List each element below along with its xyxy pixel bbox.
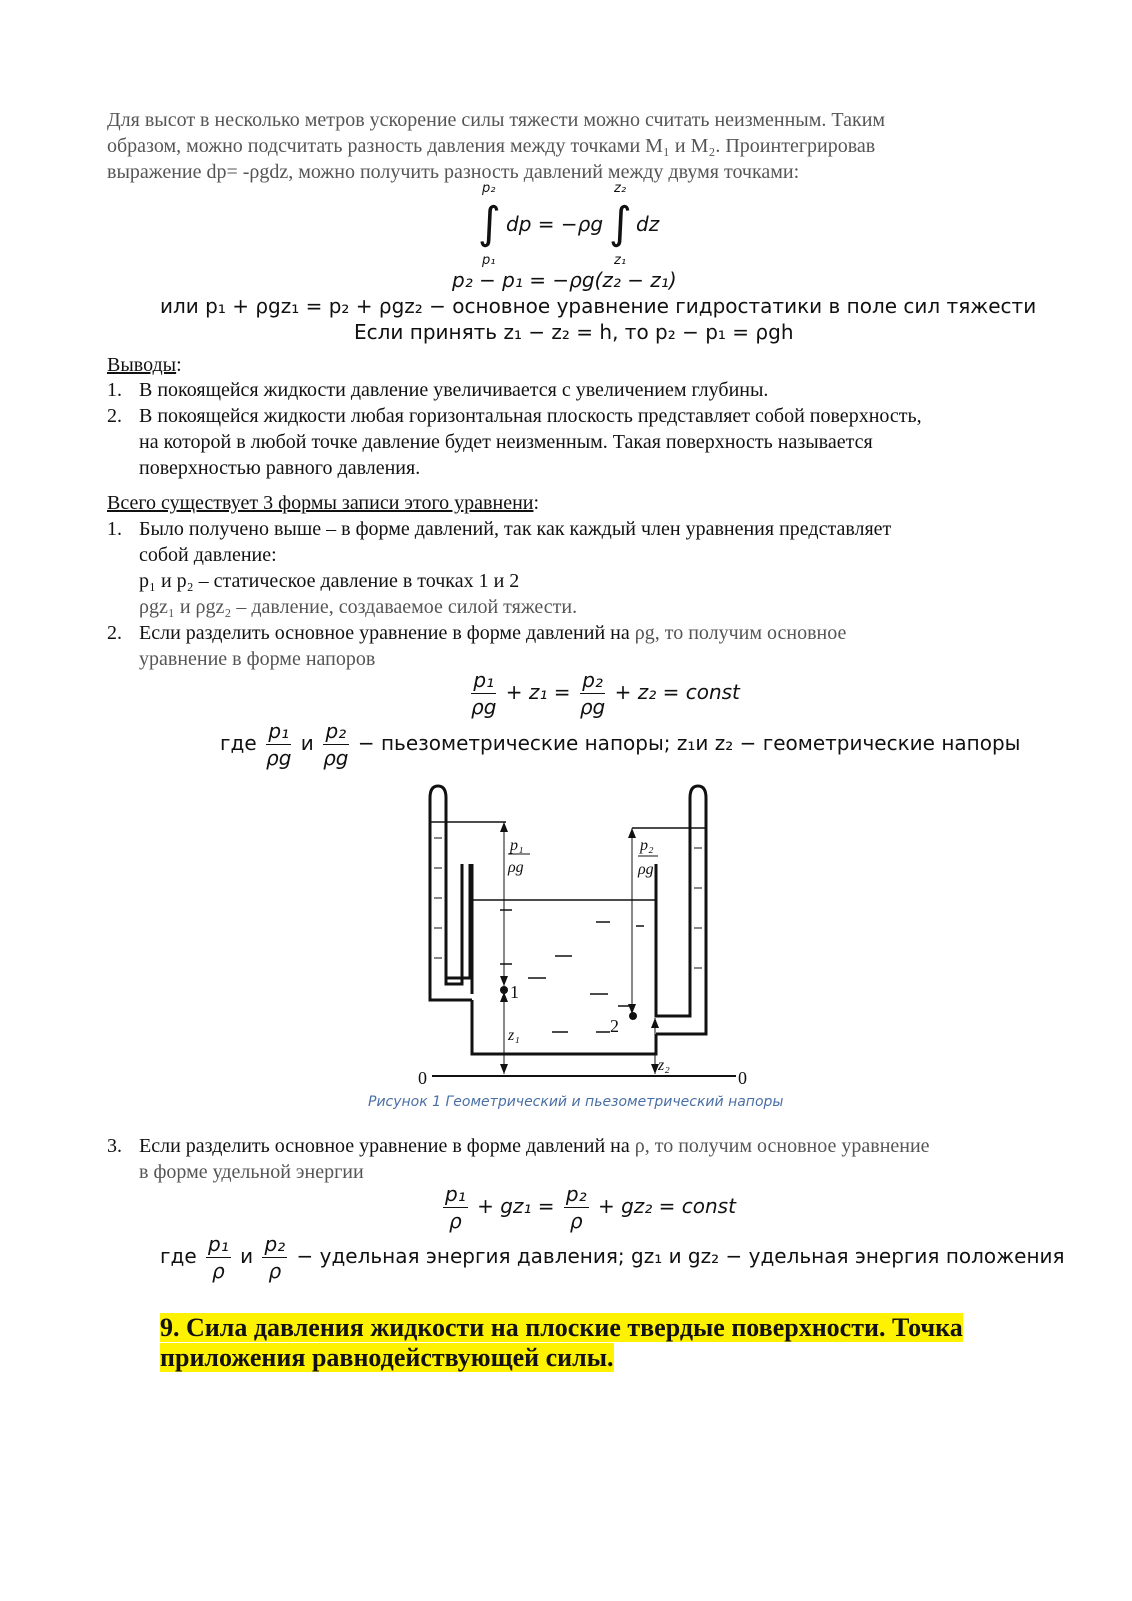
conclusion-num-2: 2. — [107, 405, 122, 427]
integral-sign-1: ∫ — [478, 198, 501, 249]
integral-left-text: dp = −ρg — [506, 212, 604, 236]
intro-line-3: выражение dp= -ρgdz, можно получить разность давлений между двумя точками: — [107, 161, 800, 183]
head-where-tail: − пьезометрические напоры; z₁и z₂ − геометрические напоры — [357, 731, 1021, 755]
difference-equation: p₂ − p₁ = −ρg(z₂ − z₁) — [452, 268, 677, 292]
energy-equation — [440, 1181, 736, 1234]
energy-where-num-1: p₁ — [208, 1232, 229, 1256]
head-eq-den-1: ρg — [471, 695, 497, 719]
form-1-line-1: Было получено выше – в форме давлений, так как каждый член уравнения представляет — [139, 518, 892, 540]
forms-title: Всего существует 3 формы записи этого уравнени — [107, 492, 534, 514]
energy-eq-den-2: ρ — [569, 1209, 583, 1233]
piezometer-figure — [400, 778, 760, 1090]
fig-zero-left: 0 — [418, 1068, 427, 1088]
integral-sign-2: ∫ — [609, 198, 632, 249]
energy-where-num-2: p₂ — [264, 1232, 286, 1256]
conclusions-colon: : — [176, 354, 182, 376]
intro-line-2: образом, можно подсчитать разность давления между точками М₁ и М₂. Проинтегрировав — [107, 135, 876, 157]
form-1-line-4: ρgz₁ и ρgz₂ – давление, создаваемое силой тяжести. — [139, 596, 578, 618]
integral-upper-2: z₂ — [614, 181, 627, 196]
head-eq-num-1: p₁ — [471, 667, 496, 694]
form-3-line-1b: ρ, то получим основное уравнение — [634, 1135, 930, 1157]
energy-where-den-2: ρ — [268, 1259, 282, 1283]
fig-label-rg1: ρg — [508, 859, 524, 876]
form-2-line-1a: Если разделить основное уравнение в форме давлений на — [139, 622, 635, 644]
conclusions-title-line — [107, 352, 182, 378]
conclusion-1-line-1: В покоящейся жидкости давление увеличивается с увеличением глубины. — [139, 379, 769, 401]
head-where-num-2: p₂ — [323, 718, 348, 745]
energy-eq-num-1: p₁ — [445, 1182, 466, 1206]
energy-where-den-1: ρ — [212, 1259, 225, 1283]
conclusion-2-line-2: на которой в любой точке давление будет неизменным. Такая поверхность называется — [139, 431, 873, 453]
form-3-line-2: в форме удельной энергии — [139, 1161, 364, 1183]
form-num-1: 1. — [107, 518, 122, 540]
form-num-2: 2. — [107, 622, 122, 644]
head-eq-mid: + z₁ = — [505, 680, 571, 704]
form-num-3: 3. — [107, 1135, 122, 1157]
form-2-line-1b: ρg, то получим основное — [634, 622, 847, 644]
form-1-line-2: собой давление: — [139, 544, 277, 566]
conclusion-num-1: 1. — [107, 379, 122, 401]
figure-caption: Рисунок 1 Геометрический и пьезометрический напоры — [368, 1094, 784, 1110]
head-where-num-1: p₁ — [266, 718, 291, 745]
section-heading — [160, 1313, 972, 1373]
form-1-line-3: p₁ и p₂ – статическое давление в точках 1 и 2 — [139, 570, 520, 592]
intro-line-1: Для высот в несколько метров ускорение силы тяжести можно считать неизменным. Таким — [107, 109, 886, 131]
head-equation — [468, 667, 740, 720]
energy-eq-den-1: ρ — [449, 1209, 462, 1233]
fig-label-p2: p₂ — [640, 837, 654, 854]
energy-eq-tail: + gz₂ = const — [597, 1194, 736, 1218]
energy-eq-num-2: p₂ — [565, 1182, 587, 1206]
forms-title-line — [107, 490, 539, 516]
head-where-den-1: ρg — [266, 746, 292, 770]
head-where-pre: где — [220, 731, 257, 755]
head-eq-tail: + z₂ = const — [614, 680, 740, 704]
head-eq-den-2: ρg — [579, 695, 606, 719]
conclusion-2-line-1: В покоящейся жидкости любая горизонтальная плоскость представляет собой поверхность, — [139, 405, 922, 427]
energy-where-and: и — [240, 1244, 254, 1268]
head-eq-num-2: p₂ — [580, 667, 605, 694]
energy-where-pre: где — [160, 1244, 197, 1268]
energy-where-tail: − удельная энергия давления; gz₁ и gz₂ − удельная энергия положения — [296, 1244, 1065, 1268]
integral-lower-2: z₁ — [614, 253, 627, 268]
section-heading-text: 9. Сила давления жидкости на плоские твердые поверхности. Точка приложения равнодействующей силы. — [160, 1313, 963, 1372]
form-3-line-1a: Если разделить основное уравнение в форме давлений на — [139, 1135, 635, 1157]
integral-right-text: dz — [636, 212, 660, 236]
integral-upper-1: p₂ — [482, 181, 496, 196]
form-3-line-1 — [139, 1133, 930, 1159]
form-2-line-1 — [139, 620, 846, 646]
fig-point-2: 2 — [610, 1016, 619, 1036]
fig-label-rg2: ρg — [638, 861, 654, 878]
form-2-line-2: уравнение в форме напоров — [139, 648, 376, 670]
fig-zero-right: 0 — [738, 1068, 747, 1088]
energy-eq-mid: + gz₁ = — [477, 1194, 555, 1218]
integral-lower-1: p₁ — [482, 253, 496, 268]
conclusion-2-line-3: поверхностью равного давления. — [139, 457, 421, 479]
head-where-den-2: ρg — [323, 746, 349, 770]
forms-colon: : — [533, 492, 540, 514]
head-where-and: и — [300, 731, 314, 755]
head-where — [220, 718, 1020, 771]
fig-z2: z₂ — [658, 1057, 670, 1074]
fig-point-1: 1 — [510, 982, 519, 1002]
if-equation: Если принять z₁ − z₂ = h, то p₂ − p₁ = ρgh — [354, 320, 794, 344]
conclusions-title: Выводы — [107, 354, 177, 376]
energy-where — [160, 1231, 1065, 1284]
basic-equation: или p₁ + ρgz₁ = p₂ + ρgz₂ − основное уравнение гидростатики в поле сил тяжести — [160, 294, 1037, 318]
fig-label-p1: p₁ — [510, 837, 524, 854]
fig-z1: z₁ — [508, 1027, 520, 1044]
